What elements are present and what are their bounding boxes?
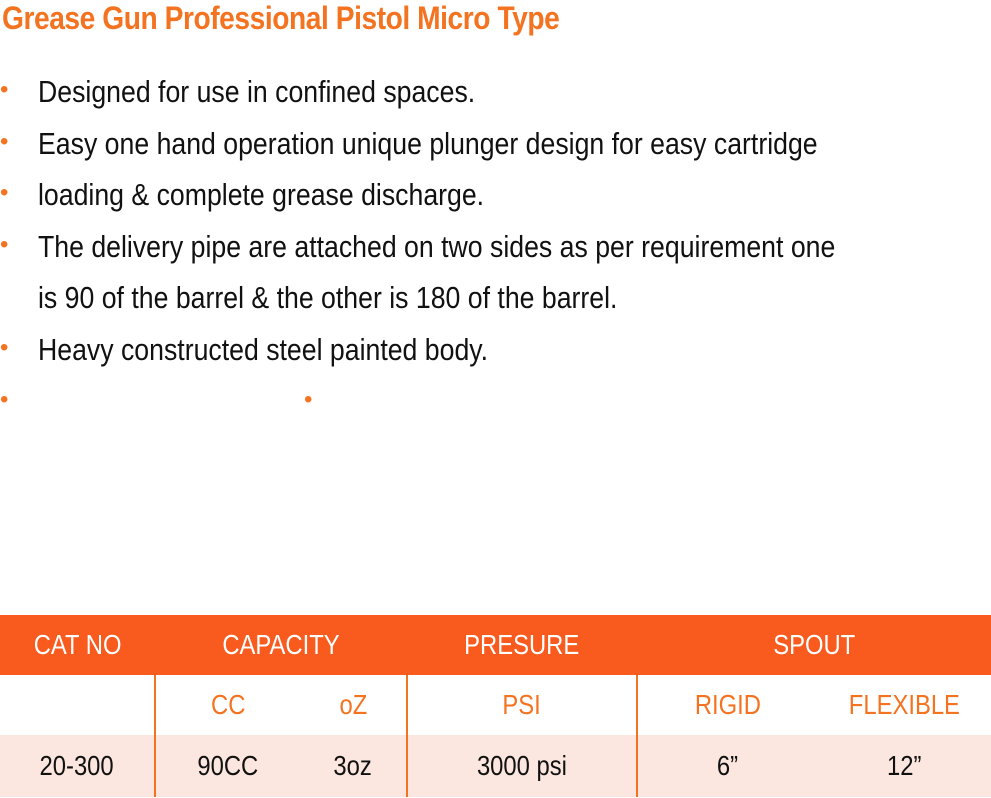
subheader-cc: CC [155,675,300,735]
cell-flexible: 12” [817,735,991,797]
bullet-icon: • [0,76,9,103]
subheader-oz: oZ [300,675,407,735]
subheader-rigid: RIGID [637,675,817,735]
subheader-flexible: FLEXIBLE [817,675,991,735]
bullet-icon: • [0,230,9,258]
bullet-text: Easy one hand operation unique plunger design for easy cartridge [38,125,818,161]
cell-cc: 90CC [155,735,300,797]
list-item [0,66,991,118]
bullet-text: The delivery pipe are attached on two sides as per requirement one [38,228,836,264]
table-header-row [0,615,991,675]
bullet-icon: • [0,333,9,361]
cell-oz: 3oz [300,735,407,797]
cell-rigid: 6” [637,735,817,797]
subheader-empty [0,675,155,735]
bullet-text: loading & complete grease discharge. [38,177,485,212]
table-row [0,735,991,797]
list-item [0,118,991,170]
header-spout: SPOUT [637,615,991,675]
header-cat-no: CAT NO [0,615,155,675]
product-title: Grease Gun Professional Pistol Micro Type [2,0,560,36]
empty-bullet-icon: • [0,386,9,413]
list-item [0,272,991,324]
empty-bullet-icon: • [304,386,313,413]
bullet-text: Designed for use in confined spaces. [38,74,476,109]
bullet-icon: • [0,179,9,206]
spec-table [0,615,991,797]
cell-psi: 3000 psi [407,735,637,797]
list-item [0,169,991,221]
bullet-text: Heavy constructed steel painted body. [38,331,489,367]
list-item [0,221,991,273]
header-capacity: CAPACITY [155,615,407,675]
table-subheader-row [0,675,991,735]
subheader-psi: PSI [407,675,637,735]
list-item [0,324,991,376]
bullet-icon: • [0,127,9,155]
feature-list [0,66,991,375]
cell-cat-no: 20-300 [0,735,155,797]
header-pressure: PRESURE [407,615,637,675]
bullet-text: is 90 of the barrel & the other is 180 of the barrel. [38,280,618,315]
